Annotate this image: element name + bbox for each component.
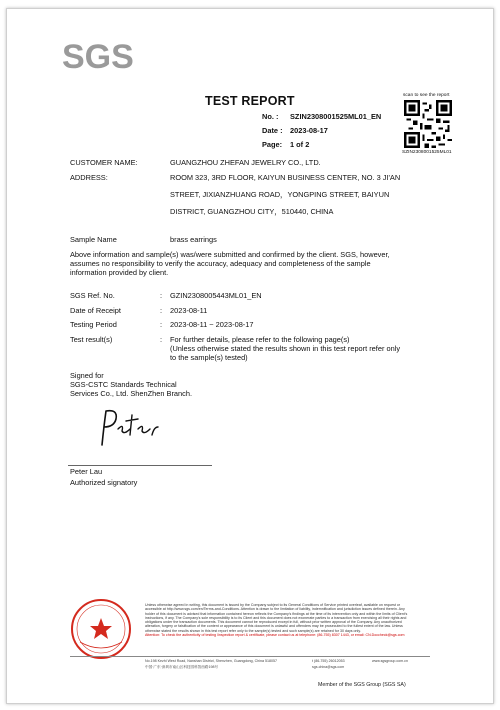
period-label: Testing Period	[70, 320, 117, 329]
report-date: Date : 2023-08-17	[262, 126, 328, 135]
attention-text: Attention: To check the authenticity of testing /inspection report & certificate, please contact us at telephone: (86-755) 8307 1443, or email: CN.Doccheck@sgs.com	[145, 633, 405, 638]
signed-for-line-1: Signed for	[70, 371, 104, 380]
address-line-1: ROOM 323, 3RD FLOOR, KAIYUN BUSINESS CENTER, NO. 3 JI'AN	[170, 173, 401, 182]
report-title: TEST REPORT	[205, 94, 295, 108]
result-line-3: to the sample(s) tested)	[170, 353, 248, 362]
sample-name-value: brass earrings	[170, 235, 217, 244]
sample-name-label: Sample Name	[70, 235, 117, 244]
signature	[92, 405, 172, 455]
footer-phone: t (86-755) 26012053	[312, 659, 345, 663]
statement-line-2: assumes no responsibility to verify the accuracy, adequacy and completeness of the sample	[70, 259, 371, 268]
result-colon: :	[160, 335, 163, 344]
footer-web[interactable]: www.sgsgroup.com.cn	[372, 659, 408, 663]
footer-email: sgs.china@sgs.com	[312, 665, 345, 669]
signatory-title: Authorized signatory	[70, 478, 138, 487]
report-page: Page: 1 of 2	[262, 140, 310, 149]
receipt-colon: :	[160, 306, 163, 315]
member-text: Member of the SGS Group (SGS SA)	[318, 682, 406, 688]
signatory-name: Peter Lau	[70, 467, 103, 476]
sgs-ref-value: GZIN2308005443ML01_EN	[170, 291, 262, 300]
result-line-2: (Unless otherwise stated the results shown in this test report refer only	[170, 344, 401, 353]
address-line-3: DISTRICT, GUANGZHOU CITY，510440, CHINA	[170, 207, 334, 216]
receipt-label: Date of Receipt	[70, 306, 121, 315]
sgs-ref-colon: :	[160, 291, 163, 300]
signature-line	[68, 465, 212, 466]
customer-name-label: CUSTOMER NAME:	[70, 158, 138, 167]
result-line-1: For further details, please refer to the following page(s)	[170, 335, 350, 344]
result-label: Test result(s)	[70, 335, 113, 344]
statement-line-3: information provided by client.	[70, 268, 169, 277]
footer-address-cn: 中国·广东·深圳市南山区科技园科智西路198号	[145, 665, 219, 669]
qr-caption: scan to see the report	[403, 93, 450, 98]
statement-line-1: Above information and sample(s) was/were submitted and confirmed by the client. SGS, however,	[70, 250, 390, 259]
address-line-2: STREET, JIXIANZHUANG ROAD，YONGPING STREET, BAIYUN	[170, 190, 390, 199]
period-colon: :	[160, 320, 163, 329]
receipt-value: 2023-08-11	[170, 306, 208, 315]
qr-id: SZIN2308001525ML01	[402, 150, 452, 155]
footer-address-en: No.198 Kezhi West Road, Nanshan District, Shenzhen, Guangdong, China 518057	[145, 659, 277, 663]
svg-text:SGS: SGS	[62, 38, 134, 76]
signed-for-line-3: Services Co., Ltd. ShenZhen Branch.	[70, 389, 193, 398]
period-value: 2023-08-11 ~ 2023-08-17	[170, 320, 254, 329]
official-seal	[70, 598, 132, 660]
signed-for-line-2: SGS-CSTC Standards Technical	[70, 380, 177, 389]
customer-name-value: GUANGZHOU ZHEFAN JEWELRY CO., LTD.	[170, 158, 321, 167]
qr-code-icon[interactable]	[404, 100, 452, 148]
address-label: ADDRESS:	[70, 173, 108, 182]
footer-divider	[70, 656, 430, 657]
report-number: No. : SZIN2308001525ML01_EN	[262, 112, 382, 121]
sgs-logo	[60, 30, 140, 80]
terms-text: Unless otherwise agreed in writing, this document is issued by the Company subject to its General Conditions of Service printed overleaf, available on request or accessible at http://www.sgs.com/en/Terms-and-Conditions. Attention is drawn to the limitation of liability, indemnification and jurisdiction issues defined therein. Any holder of this document is advised that information contained hereon reflects the Company's findings at the time of its intervention only and within the limits of Client's instructions, if any. The Company's sole responsibility is to its Client and this document does not exonerate parties to a transaction from exercising all their rights and obligations under the transaction documents. This document cannot be reproduced except in full, without prior written approval of the Company. Any unauthorized alteration, forgery or falsification of the content or appearance of this document is unlawful and offenders may be prosecuted to the fullest extent of the law. Unless otherwise stated the results shown in this test report refer only to the sample(s) tested and such sample(s) are retained for 30 days only. Attention: To check the authenticity of testing /inspection report & certificate, please contact us at telephone: (86-755) 8307 1443, or email: CN.Doccheck@sgs.com	[145, 603, 415, 637]
sgs-ref-label: SGS Ref. No.	[70, 291, 115, 300]
